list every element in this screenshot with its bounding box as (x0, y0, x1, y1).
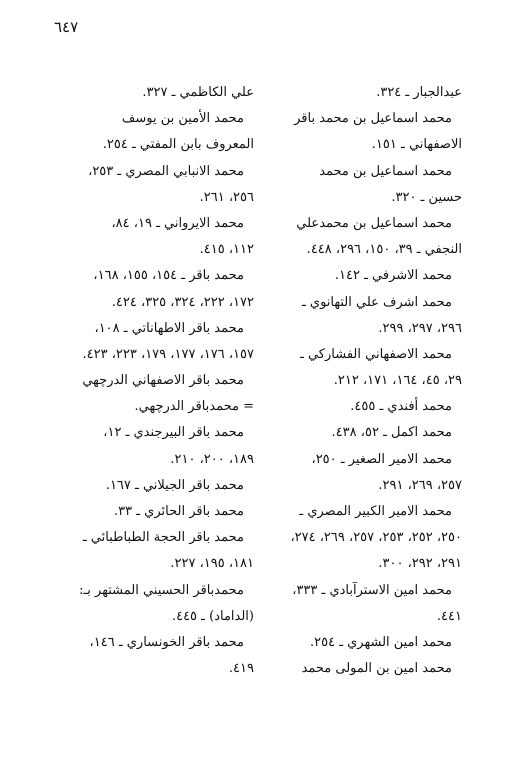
index-entry-continuation: ١٨٩، ٢٠٠، ٢١٠. (170, 451, 254, 467)
index-entry-continuation: النجفي ـ ٣٩، ١٥٠، ٢٩٦، ٤٤٨. (306, 242, 462, 258)
index-entry: محمد باقر الحجة الطباطبائي ـ (82, 530, 244, 546)
index-entry-continuation: ٢٩، ٤٥، ١٦٤، ١٧١، ٢١٢. (333, 373, 462, 389)
index-entry: محمد الأمين بن يوسف (121, 111, 244, 127)
index-entry: محمد باقر الاصفهاني الدرچهي (82, 373, 244, 389)
index-entry-continuation: ٤٤١. (436, 608, 462, 624)
index-entry-continuation: = محمدباقر الدرچهي. (134, 399, 254, 415)
index-entry: محمد الاصفهاني الفشاركي ـ (300, 346, 452, 362)
index-entry: محمد باقر الجيلاني ـ ١٦٧. (105, 477, 244, 493)
page-number: ٦٤٧ (54, 18, 79, 36)
index-entry-continuation: ١٥٧، ١٧٦، ١٧٧، ١٧٩، ٢٢٣، ٤٢٣. (82, 346, 254, 362)
index-entry: محمد باقر الاطهاناتي ـ ١٠٨، (94, 320, 244, 336)
index-entry: محمد أفندي ـ ٤٥٥. (350, 399, 452, 415)
index-entry: محمد باقر ـ ١٥٤، ١٥٥، ١٦٨، (93, 268, 244, 284)
right-column (254, 80, 462, 682)
index-entry: محمد اسماعيل بن محمدعلي (296, 215, 452, 231)
left-column (46, 80, 254, 682)
index-entry-continuation: علي الكاظمي ـ ٣٢٧. (142, 85, 254, 100)
index-entry: محمد الاشرفي ـ ١٤٢. (334, 268, 452, 284)
index-entry: محمد امين الشهري ـ ٢٥٤. (309, 634, 452, 650)
index-entry-continuation: الاصفهاني ـ ١٥١. (371, 137, 462, 153)
index-entry: محمد اسماعيل بن محمد (319, 163, 452, 179)
index-entry: محمد اكمل ـ ٥٢، ٤٣٨. (331, 425, 452, 441)
index-entry: محمد باقر البيرجندي ـ ١٢، (103, 425, 244, 441)
index-entry-continuation: ٤١٩. (228, 661, 254, 677)
index-entry: محمد امين بن المولى محمد (301, 661, 452, 677)
index-entry: محمد اشرف علي التهانوي ـ (301, 294, 452, 310)
index-entry: محمد باقر الخونساري ـ ١٤٦، (89, 634, 244, 650)
index-entry-continuation: حسين ـ ٣٢٠. (391, 189, 462, 205)
index-entry-continuation: ١٨١، ١٩٥، ٢٢٧. (170, 556, 254, 572)
index-entry: محمد الانبابي المصري ـ ٢٥٣، (88, 163, 244, 179)
index-entry: محمدباقر الحسيني المشتهر بـ: (79, 582, 244, 598)
index-entry: محمد امين الاسترآبادي ـ ٣٣٣، (292, 582, 452, 598)
index-entry-continuation: ٢٩١، ٢٩٢، ٣٠٠. (378, 556, 462, 572)
index-entry: محمد الايرواني ـ ١٩، ٨٤، (111, 215, 244, 231)
index-entry-continuation: ٢٥٠، ٢٥٢، ٢٥٣، ٢٥٧، ٢٦٩، ٢٧٤، (290, 530, 462, 546)
index-entry-continuation: ٢٩٦، ٢٩٧، ٢٩٩. (378, 320, 462, 336)
index-entry-continuation: عبدالجبار ـ ٣٢٤. (376, 85, 462, 100)
index-entry: محمد الامير الكبير المصري ـ (299, 504, 452, 519)
index-entry-continuation: (الداماد) ـ ٤٤٥. (171, 608, 254, 624)
index-entry-continuation: المعروف بابن المفتي ـ ٢٥٤. (102, 137, 254, 153)
index-entry-continuation: ١٧٢، ٢٢٢، ٣٢٤، ٣٢٥، ٤٢٤. (111, 294, 254, 310)
index-entry: محمد باقر الحائري ـ ٣٣. (114, 504, 244, 519)
index-entry-continuation: ١١٢، ٤١٥. (199, 242, 254, 258)
index-entry-continuation: ٢٥٧، ٢٦٩، ٢٩١. (378, 477, 462, 493)
index-entry: محمد الامير الصغير ـ ٢٥٠، (311, 451, 452, 467)
index-entry: محمد اسماعيل بن محمد باقر (294, 111, 452, 127)
index-entry-continuation: ٢٥٦، ٢٦١. (199, 189, 254, 205)
